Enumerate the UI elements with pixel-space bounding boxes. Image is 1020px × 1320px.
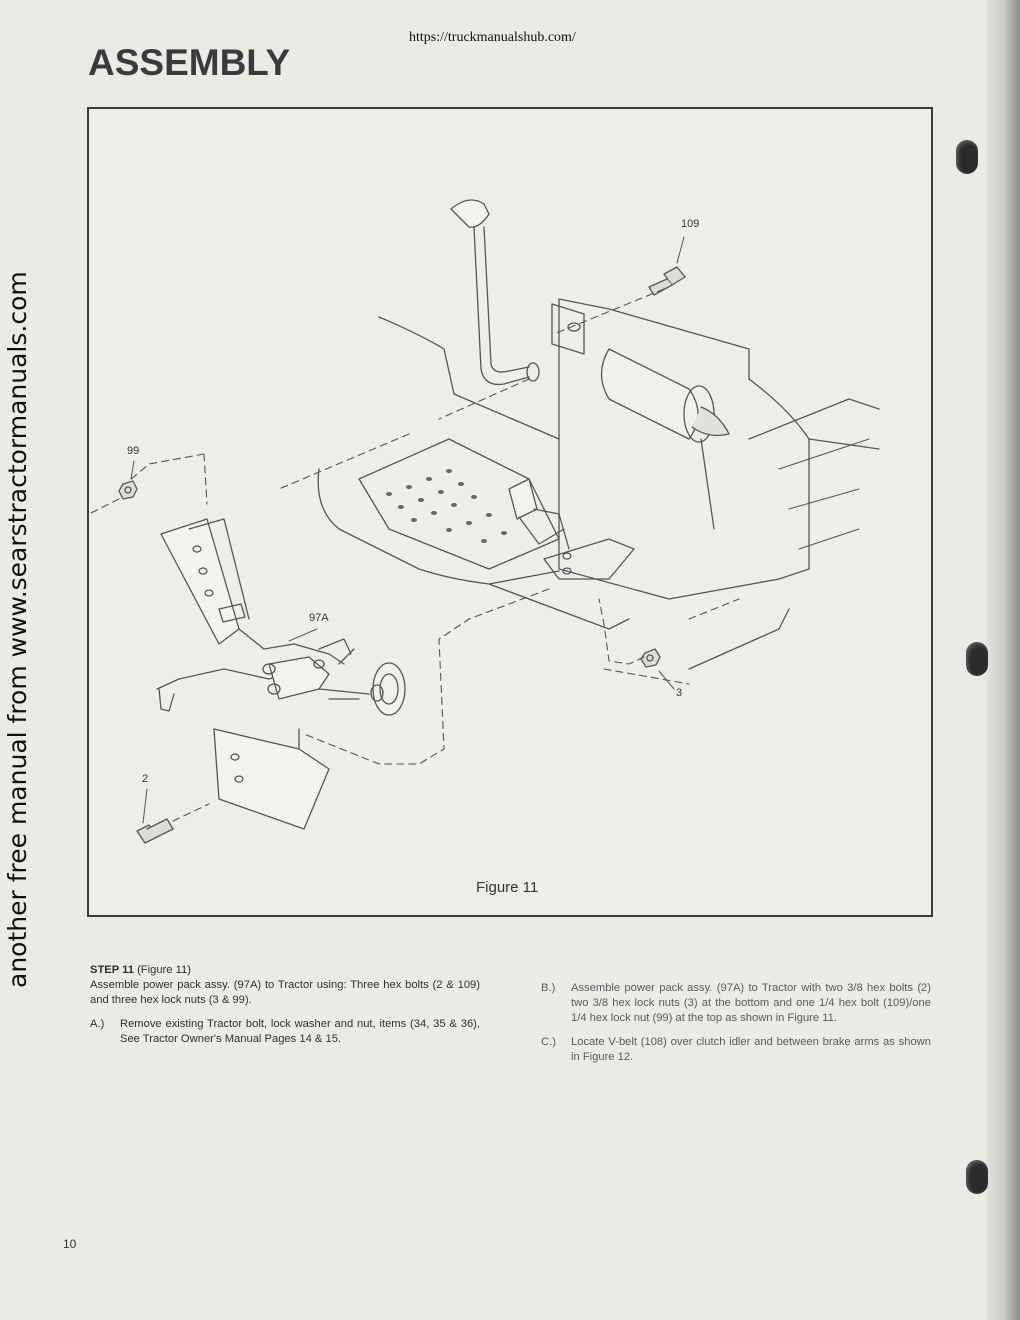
lift-lever [451,200,539,384]
step-instructions-left [90,963,480,1047]
page-title: ASSEMBLY [88,42,291,83]
figure-11-frame [87,107,933,917]
step-label: STEP 11 [90,964,134,976]
step-item-key: C.) [541,1036,556,1048]
step-instructions-right [541,981,931,1065]
step-heading [90,963,480,978]
binder-hole-bottom [966,1160,988,1194]
hex-nut-3 [641,649,660,667]
step-intro: Assemble power pack assy. (97A) to Tractor using: Three hex bolts (2 & 109) and three hex lock nuts (3 & 99). [90,979,480,1006]
tractor-body-outline [318,299,879,669]
muffler [602,349,730,529]
step-item-c [541,1035,931,1065]
step-item-b [541,981,931,1026]
hex-bolt-109 [649,267,685,295]
page-edge-shadow [986,0,1020,1320]
callout-3: 3 [676,687,683,699]
step-item-key: A.) [90,1018,105,1030]
step-item-a [90,1017,480,1047]
step-item-text: Assemble power pack assy. (97A) to Tractor with two 3/8 hex bolts (2) two 3/8 hex lock nuts (3) at the bottom and one 1/4 hex bolt (109)/one 1/4 hex lock nut (99) at the top as shown in Figure 11. [571,982,931,1024]
side-watermark: another free manual from www.searstractormanuals.com [3,271,32,988]
exploded-assembly-drawing [89,109,931,915]
upper-mount-bracket [552,304,584,354]
step-figure-ref: (Figure 11) [137,964,191,976]
callout-109: 109 [681,218,700,230]
header-url[interactable]: https://truckmanualshub.com/ [409,30,576,45]
callout-99: 99 [127,445,140,457]
step-item-text: Remove existing Tractor bolt, lock washer and nut, items (34, 35 & 36), See Tractor Owner's Manual Pages 14 & 15. [120,1018,480,1045]
page-number: 10 [63,1237,77,1251]
callout-2: 2 [142,773,149,785]
step-item-text: Locate V-belt (108) over clutch idler and between brake arms as shown in Figure 12. [571,1036,931,1063]
figure-caption: Figure 11 [476,879,539,896]
binder-hole-middle [966,642,988,676]
hex-nut-99 [119,481,137,499]
callout-97a: 97A [309,612,329,624]
hex-bolt-2 [137,819,173,843]
step-item-key: B.) [541,982,556,994]
power-pack-assembly [157,519,405,829]
binder-hole-top [956,140,978,174]
brake-pedal [509,479,634,579]
